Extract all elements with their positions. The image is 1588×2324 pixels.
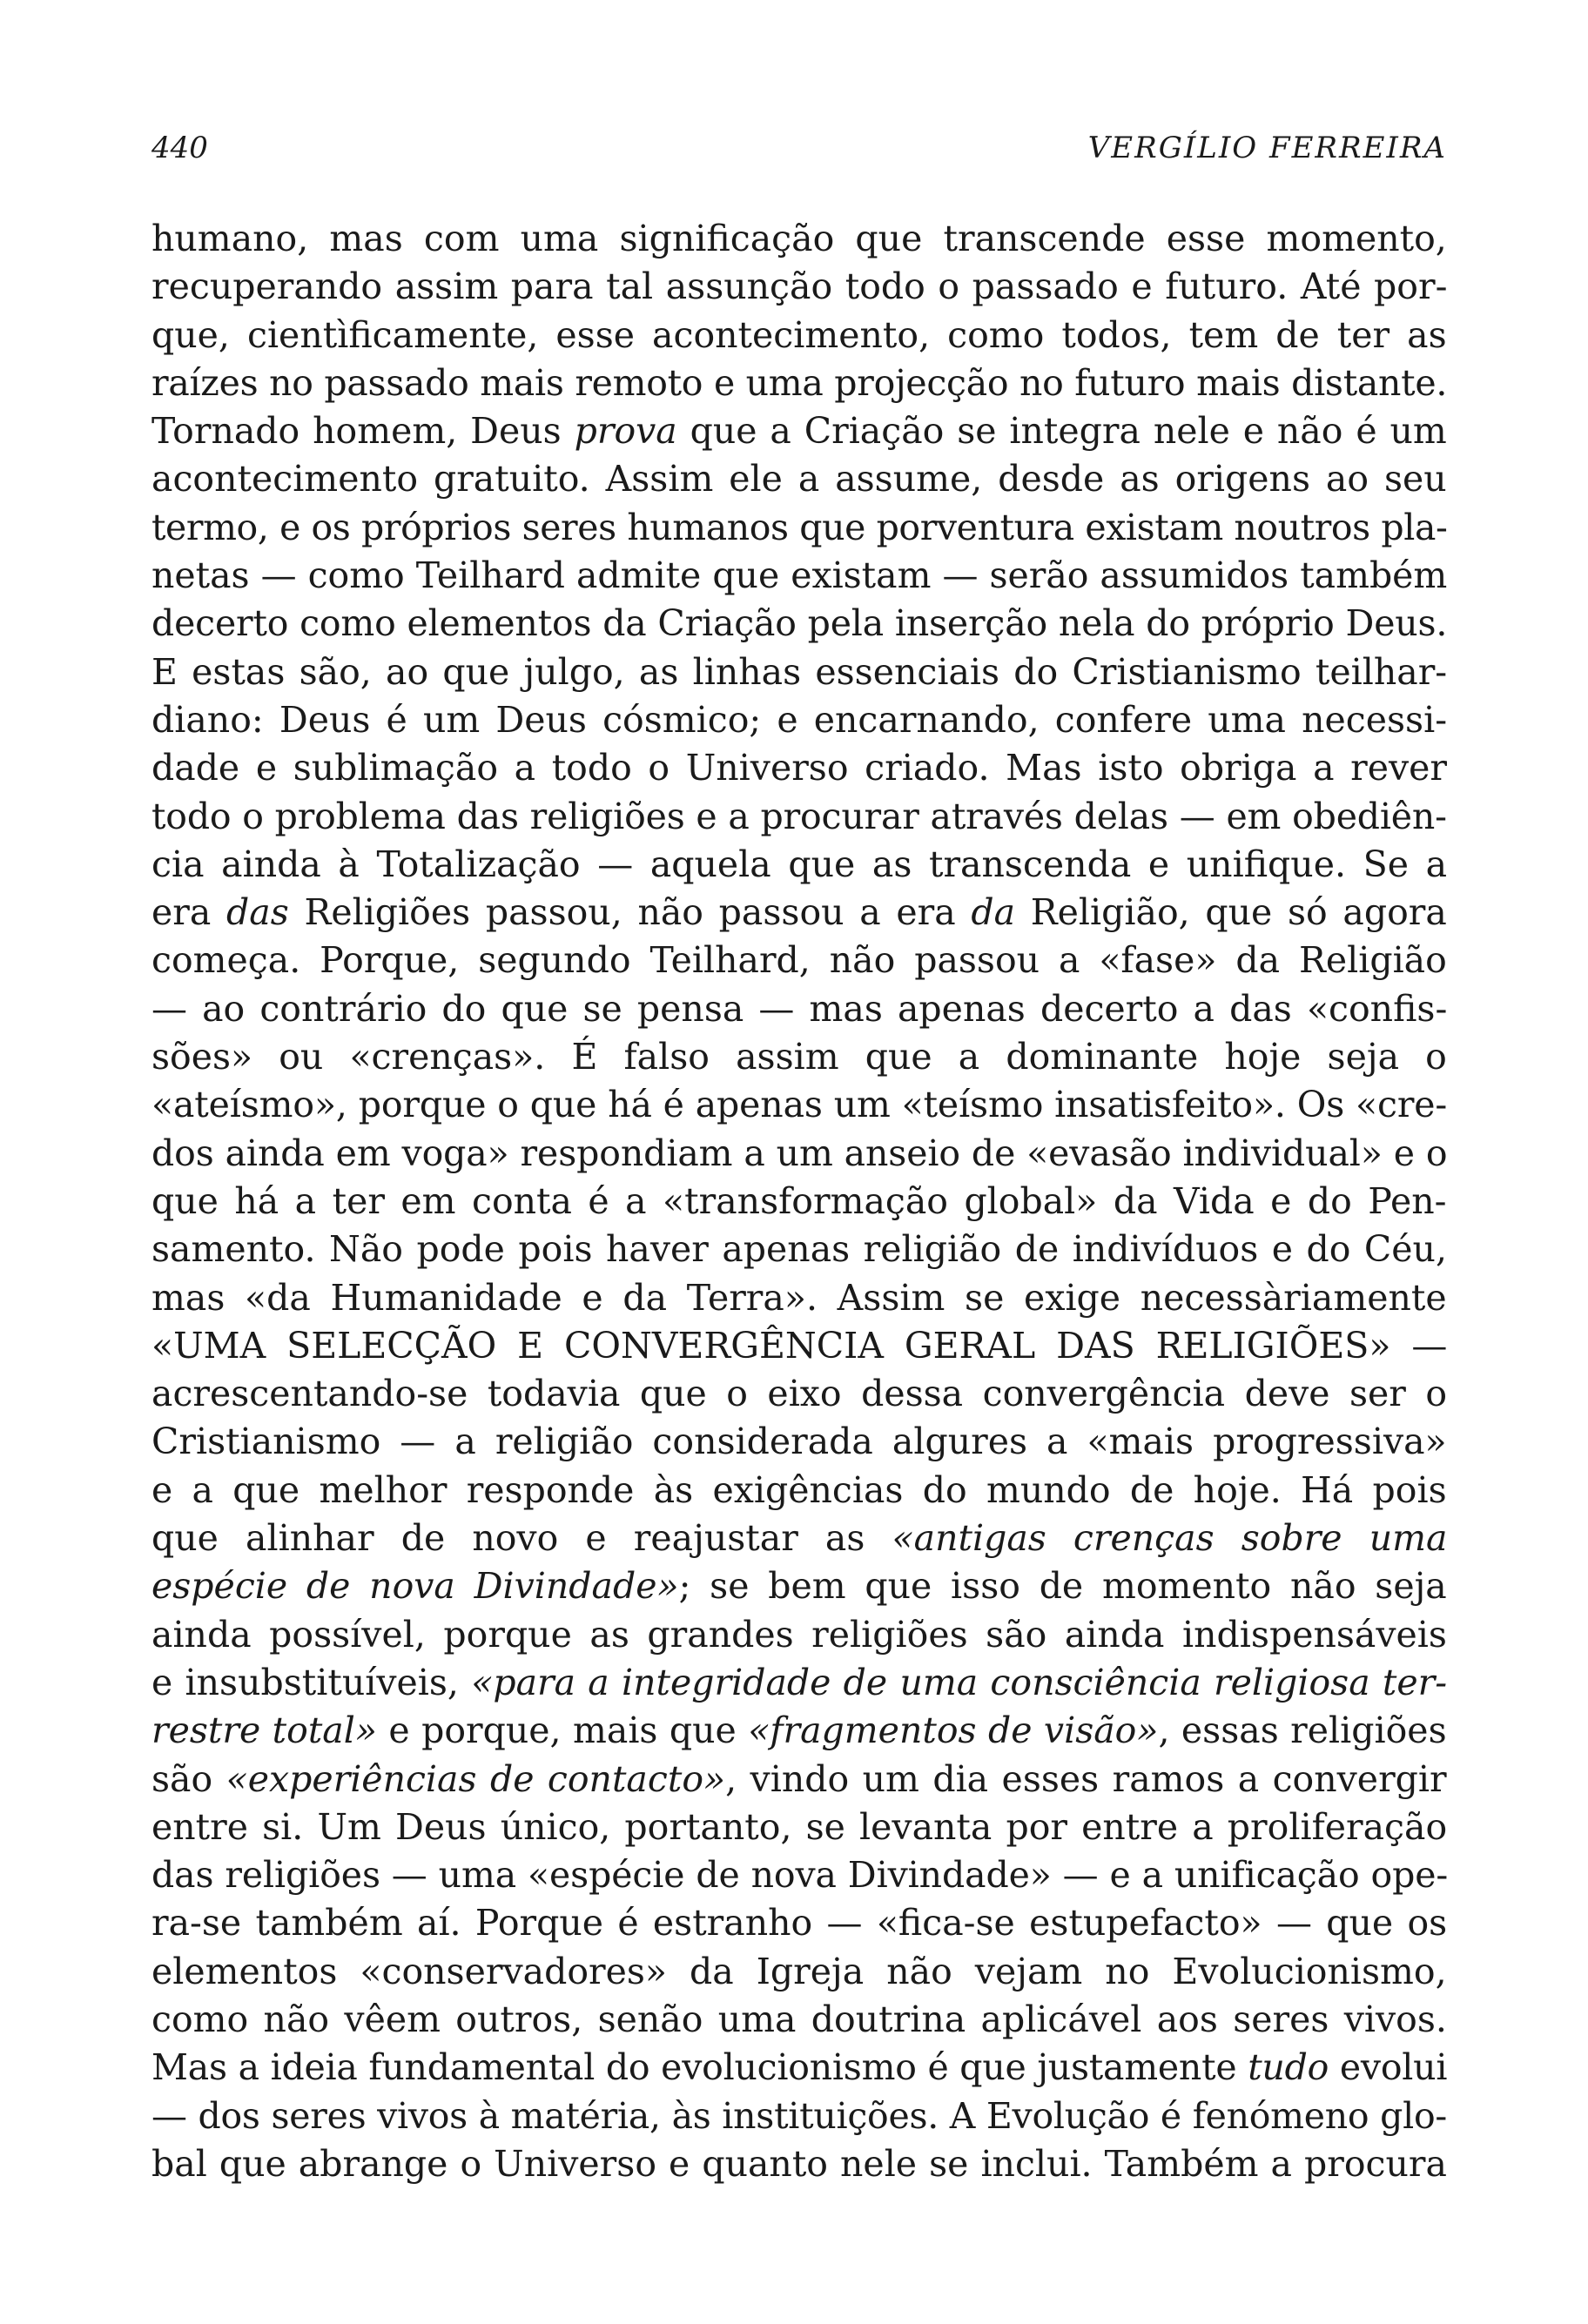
text-segment: — ao contrário do que se pensa — mas apenas decerto a das «confis-	[151, 987, 1448, 1030]
text-line	[151, 1515, 1447, 1562]
text-line	[151, 2140, 1447, 2188]
text-segment: Tornado homem, Deus	[151, 410, 575, 453]
text-line	[151, 1467, 1447, 1515]
text-line	[151, 985, 1447, 1033]
text-segment: Religião, que só agora	[1015, 891, 1447, 934]
text-segment: das religiões — uma «espécie de nova Divindade» — e a unificação ope-	[151, 1854, 1449, 1897]
text-line	[151, 1756, 1447, 1803]
text-segment: elementos «conservadores» da Igreja não vejam no Evolucionismo,	[151, 1950, 1447, 1992]
text-segment: e insubstituíveis,	[151, 1661, 472, 1703]
italic-text: «para a integridade de uma consciência religiosa ter-	[471, 1661, 1448, 1703]
text-segment: raízes no passado mais remoto e uma projecção no futuro mais distante.	[151, 361, 1448, 404]
italic-text: «antigas crenças sobre uma	[892, 1517, 1448, 1560]
text-segment: diano: Deus é um Deus cósmico; e encarnando, confere uma necessi-	[151, 698, 1448, 741]
text-segment: termo, e os próprios seres humanos que porventura existam noutros pla-	[151, 506, 1448, 548]
text-segment: «ateísmo», porque o que há é apenas um «teísmo insatisfeito». Os «cre-	[151, 1084, 1448, 1126]
text-segment: que, cientìficamente, esse acontecimento, como todos, tem de ter as	[151, 313, 1447, 356]
text-segment: cia ainda à Totalização — aquela que as transcenda e unifique. Se a	[151, 843, 1448, 885]
text-segment: mas «da Humanidade e da Terra». Assim se exige necessàriamente	[151, 1276, 1447, 1319]
text-segment: ainda possível, porque as grandes religiões são ainda indispensáveis	[151, 1613, 1447, 1656]
text-line	[151, 312, 1447, 359]
text-segment: que há a ter em conta é a «transformação global» da Vida e do Pen-	[151, 1179, 1447, 1222]
text-line	[151, 215, 1447, 263]
text-segment: recuperando assim para tal assunção todo o passado e futuro. Até por-	[151, 265, 1448, 308]
text-segment: que alinhar de novo e reajustar as	[151, 1517, 892, 1560]
italic-text: prova	[574, 410, 677, 453]
text-line	[151, 263, 1447, 311]
text-segment: era	[151, 891, 227, 934]
text-line	[151, 1659, 1447, 1707]
text-line	[151, 1803, 1447, 1851]
text-segment: bal que abrange o Universo e quanto nele se inclui. Também a procura	[151, 2142, 1447, 2185]
text-segment: entre si. Um Deus único, portanto, se levanta por entre a proliferação	[151, 1805, 1448, 1848]
text-segment: como não vêem outros, senão uma doutrina aplicável aos seres vivos.	[151, 1998, 1447, 2040]
text-segment: humano, mas com uma significação que transcende esse momento,	[151, 218, 1447, 259]
text-segment: samento. Não pode pois haver apenas religião de indivíduos e do Céu,	[151, 1228, 1447, 1271]
text-line	[151, 455, 1447, 503]
text-segment: netas — como Teilhard admite que existam — serão assumidos também	[151, 554, 1448, 597]
text-segment: «UMA SELECÇÃO E CONVERGÊNCIA GERAL DAS RELIGIÕES» —	[151, 1324, 1448, 1367]
text-segment: acrescentando-se todavia que o eixo dessa convergência deve ser o	[151, 1373, 1448, 1415]
page-header	[151, 131, 1447, 183]
text-line	[151, 841, 1447, 889]
italic-text: espécie de nova Divindade»	[151, 1565, 679, 1608]
text-line	[151, 1996, 1447, 2044]
text-segment: que a Criação se integra nele e não é um	[676, 410, 1447, 453]
text-segment: dade e sublimação a todo o Universo criado. Mas isto obriga a rever	[151, 747, 1448, 789]
text-line	[151, 889, 1447, 937]
body-text	[151, 215, 1447, 2188]
text-segment: começa. Porque, segundo Teilhard, não passou a «fase» da Religião	[151, 939, 1447, 982]
running-head: VERGÍLIO FERREIRA	[1087, 131, 1447, 165]
text-line	[151, 696, 1447, 744]
text-line	[151, 793, 1447, 841]
italic-text: das	[226, 891, 289, 934]
text-segment: , essas religiões	[1158, 1709, 1447, 1752]
text-segment: acontecimento gratuito. Assim ele a assume, desde as origens ao seu	[151, 458, 1447, 500]
text-line	[151, 1562, 1447, 1610]
text-segment: são	[151, 1757, 226, 1800]
text-segment: — dos seres vivos à matéria, às instituições. A Evolução é fenómeno glo-	[151, 2094, 1447, 2137]
text-line	[151, 648, 1447, 696]
text-segment: e porque, mais que	[376, 1709, 749, 1752]
text-line	[151, 1033, 1447, 1081]
text-segment: dos ainda em voga» respondiam a um anseio de «evasão individual» e o	[151, 1132, 1448, 1174]
text-line	[151, 1418, 1447, 1466]
text-line	[151, 552, 1447, 600]
text-line	[151, 937, 1447, 984]
page-number: 440	[151, 131, 208, 165]
text-line	[151, 407, 1447, 455]
text-segment: Cristianismo — a religião considerada algures a «mais progressiva»	[151, 1421, 1447, 1463]
text-line	[151, 359, 1447, 407]
italic-text: tudo	[1248, 2046, 1329, 2089]
text-segment: todo o problema das religiões e a procurar através delas — em obediên-	[151, 795, 1447, 837]
text-segment: E estas são, ao que julgo, as linhas essenciais do Cristianismo teilhar-	[151, 650, 1448, 693]
text-segment: , vindo um dia esses ramos a convergir	[725, 1757, 1447, 1800]
text-segment: evolui	[1329, 2046, 1448, 2089]
text-segment: sões» ou «crenças». É falso assim que a dominante hoje seja o	[151, 1036, 1447, 1078]
text-line	[151, 1611, 1447, 1659]
text-segment: ; se bem que isso de momento não seja	[678, 1565, 1447, 1608]
text-line	[151, 1707, 1447, 1755]
text-segment: Religiões passou, não passou a era	[288, 891, 972, 934]
text-line	[151, 1226, 1447, 1273]
italic-text: da	[971, 891, 1016, 934]
text-segment: e a que melhor responde às exigências do mundo de hoje. Há pois	[151, 1468, 1447, 1511]
italic-text: «fragmentos de visão»	[748, 1709, 1159, 1752]
text-line	[151, 1178, 1447, 1226]
italic-text: restre total»	[151, 1709, 377, 1752]
text-line	[151, 600, 1447, 648]
text-segment: decerto como elementos da Criação pela inserção nela do próprio Deus.	[151, 602, 1448, 645]
text-line	[151, 1948, 1447, 1996]
text-line	[151, 1899, 1447, 1947]
text-line	[151, 1081, 1447, 1129]
italic-text: «experiências de contacto»	[225, 1757, 726, 1800]
text-line	[151, 2092, 1447, 2140]
text-line	[151, 1322, 1447, 1370]
text-line	[151, 1851, 1447, 1899]
text-segment: ra-se também aí. Porque é estranho — «fica-se estupefacto» — que os	[151, 1902, 1448, 1945]
text-line	[151, 2044, 1447, 2092]
text-line	[151, 1370, 1447, 1418]
text-line	[151, 1130, 1447, 1178]
text-line	[151, 744, 1447, 792]
text-line	[151, 504, 1447, 552]
text-segment: Mas a ideia fundamental do evolucionismo é que justamente	[151, 2046, 1248, 2089]
text-line	[151, 1274, 1447, 1322]
